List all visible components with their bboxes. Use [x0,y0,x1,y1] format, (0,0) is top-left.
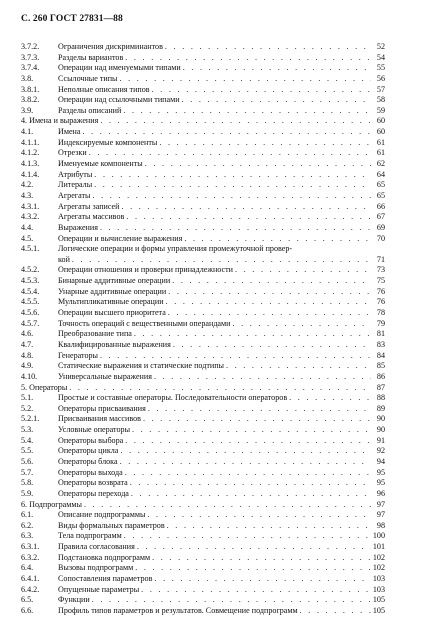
toc-entry-number: 3.7.4. [21,63,40,73]
toc-entry [21,170,385,181]
toc-entry [21,106,385,117]
toc-entry [21,436,385,447]
toc-entry [21,585,385,596]
toc-dot-leader [120,74,372,85]
toc-dot-leader [168,308,371,319]
toc-entry [21,159,385,170]
toc-entry-title: Литералы [58,180,93,190]
toc-entry-title: Операции и вычисление выражения [58,233,183,243]
toc-page-number: 98 [376,520,385,530]
toc-entry-title: Статические выражения и статические подтипы [58,361,224,371]
toc-page-number: 97 [376,499,385,509]
toc-page-number: 59 [376,105,385,115]
toc-entry-number: 5.4. [21,435,34,445]
toc-dot-leader [126,212,371,223]
toc-entry-number: 6.3.2. [21,552,40,562]
toc-dot-leader [135,563,371,574]
toc-page-number: 84 [376,350,385,360]
toc-entry [21,489,385,500]
toc-dot-leader [92,191,371,202]
toc-page-number: 92 [376,446,385,456]
toc-dot-leader [69,383,371,394]
toc-dot-leader [89,148,371,159]
toc-entry-number: 4.1.4. [21,169,40,179]
toc-dot-leader [100,223,371,234]
toc-entry-title: Точность операций с вещественными операндами [58,318,231,328]
toc-entry-number: 4.5.3. [21,276,40,286]
toc-dot-leader [92,595,371,606]
toc-entry-number: 6.1. [21,510,34,520]
toc-page-number: 76 [376,286,385,296]
toc-entry [21,574,385,585]
toc-entry-number: 4.5.2. [21,265,40,275]
toc-entry-number: 4.1.1. [21,137,40,147]
toc-entry [21,393,385,404]
toc-dot-leader [159,138,371,149]
toc-entry-title: Логические операции и формы управления промежуточной провер- [58,244,293,254]
toc-entry-title: Присваивания массивов [58,414,141,424]
toc-entry [21,478,385,489]
toc-dot-leader [94,180,371,191]
toc-page-number: 64 [376,169,385,179]
toc-entry [21,127,385,138]
toc-dot-leader [168,287,371,298]
toc-page-number: 58 [376,95,385,105]
toc-dot-leader [120,446,371,457]
toc-entry-number: 4.8. [21,350,34,360]
toc-page-number: 70 [376,233,385,243]
toc-page-number: 86 [376,371,385,381]
toc-entry-title: Бинарные аддитивные операции [58,276,171,286]
toc-entry-number: 4.10. [21,371,38,381]
toc-entry-title: Операции над именуемыми типами [58,63,181,73]
toc-dot-leader [148,404,371,415]
toc-entry-title: Неполные описания типов [58,84,150,94]
toc-page-number: 52 [376,42,385,51]
toc-entry-title: Подстановка подпрограмм [58,552,151,562]
toc-dot-leader [147,510,371,521]
toc-dot-leader [72,255,371,266]
table-of-contents [21,42,385,617]
toc-entry [21,414,385,425]
toc-entry-number: 5.2.1. [21,414,40,424]
toc-entry-title: Ограничения дискриминантов [58,42,163,51]
toc-entry-title: Операторы выхода [58,467,123,477]
toc-entry-title: Операции высшего приоритета [58,308,166,318]
toc-section-heading: 6. Подпрограммы [21,499,82,509]
toc-entry-title: Разделы вариантов [58,52,124,62]
toc-entry-title: Отрезки [58,148,87,158]
toc-entry-title: Тела подпрограмм [58,531,122,541]
toc-entry [21,202,385,213]
toc-page-number: 61 [376,148,385,158]
toc-entry-number: 4.1.2. [21,148,40,158]
toc-entry-number: 3.8.1. [21,84,40,94]
toc-entry-number: 5.5. [21,446,34,456]
toc-entry [21,138,385,149]
toc-page-number: 83 [376,339,385,349]
toc-entry-number: 4.3. [21,190,34,200]
toc-entry-number: 4.1.3. [21,159,40,169]
toc-dot-leader [289,393,371,404]
toc-entry-title: Атрибуты [58,169,93,179]
toc-dot-leader [82,127,371,138]
toc-entry-title: Агрегаты массивов [58,212,125,222]
toc-dot-leader [152,85,371,96]
toc-entry [21,595,385,606]
toc-page-number: 62 [376,159,385,169]
toc-entry-number: 6.4.2. [21,584,40,594]
toc-entry-number: 3.8.2. [21,95,40,105]
toc-page-number: 87 [376,382,385,392]
toc-entry-number: 4.2. [21,180,34,190]
toc-dot-leader [172,276,371,287]
toc-page-number: 90 [376,414,385,424]
toc-entry-number: 4.3.1. [21,201,40,211]
toc-entry [21,234,385,245]
toc-entry-number: 5.7. [21,467,34,477]
toc-entry [21,425,385,436]
toc-section-heading: 4. Имена и выражения [21,116,99,126]
toc-page-number: 102 [372,563,385,573]
toc-entry [21,468,385,479]
toc-entry-number: 6.6. [21,605,34,615]
toc-dot-leader [124,531,371,542]
toc-entry [21,361,385,372]
toc-page-number: 103 [372,574,385,584]
toc-dot-leader [100,351,371,362]
toc-page-number: 69 [376,222,385,232]
toc-entry [21,85,385,96]
toc-entry-title: Разделы описаний [58,105,122,115]
toc-dot-leader [145,159,371,170]
toc-dot-leader [183,63,371,74]
toc-entry-number: 4.9. [21,361,34,371]
toc-entry [21,521,385,532]
toc-page-number: 56 [376,73,385,83]
toc-dot-leader [232,319,371,330]
toc-entry [21,308,385,319]
toc-entry-number: 4.3.2. [21,212,40,222]
toc-dot-leader [137,542,371,553]
toc-entry [21,180,385,191]
toc-entry-number: 4.5.6. [21,308,40,318]
toc-entry-title: Простые и составные операторы. Последовательности операторов [58,393,288,403]
toc-dot-leader [154,372,371,383]
toc-page-number: 90 [376,425,385,435]
toc-entry [21,287,385,298]
toc-entry [21,553,385,564]
toc-dot-leader [141,585,371,596]
toc-entry [21,340,385,351]
toc-entry-number: 4.5.7. [21,318,40,328]
toc-dot-leader [226,361,371,372]
toc-entry-number: 5.8. [21,478,34,488]
toc-entry-title: Выражения [58,222,98,232]
toc-entry [21,95,385,106]
toc-page-number: 103 [372,584,385,594]
toc-dot-leader [143,414,371,425]
toc-page-number: 54 [376,52,385,62]
toc-dot-leader [184,234,371,245]
toc-entry-number: 4.5.5. [21,297,40,307]
toc-entry [21,223,385,234]
toc-entry-number: 5.9. [21,488,34,498]
toc-entry-number: 4.1. [21,127,34,137]
toc-entry-number: 6.3.1. [21,542,40,552]
toc-entry [21,53,385,64]
toc-entry-title: Квалифицированные выражения [58,339,171,349]
toc-page-number: 88 [376,393,385,403]
toc-dot-leader [154,574,370,585]
toc-page-number: 100 [372,531,385,541]
toc-dot-leader [130,478,371,489]
toc-entry-title: Функции [58,595,90,605]
toc-page-number: 65 [376,190,385,200]
toc-entry-title: Имена [58,127,81,137]
toc-entry-number: 3.7.3. [21,52,40,62]
toc-entry [21,116,385,127]
toc-dot-leader [121,202,371,213]
toc-entry-number: 6.4. [21,563,34,573]
toc-entry [21,42,385,53]
toc-entry-title: Виды формальных параметров [58,520,165,530]
toc-dot-leader [166,297,371,308]
toc-dot-leader [125,436,371,447]
toc-entry [21,446,385,457]
toc-page-number: 101 [372,542,385,552]
toc-page-number: 71 [376,254,385,264]
toc-entry-title: Операторы перехода [58,488,129,498]
toc-entry-title: Агрегаты [58,190,91,200]
toc-dot-leader [100,116,371,127]
toc-dot-leader [123,106,371,117]
toc-entry-number: 4.6. [21,329,34,339]
toc-entry [21,372,385,383]
toc-page-number: 102 [372,552,385,562]
toc-entry-number: 4.5. [21,233,34,243]
toc-entry [21,191,385,202]
toc-dot-leader [165,42,371,53]
toc-entry-title: Операции отношения и проверки принадлежности [58,265,234,275]
toc-entry-number: 5.3. [21,425,34,435]
toc-dot-leader [235,265,371,276]
toc-entry-title: Индексируемые компоненты [58,137,158,147]
toc-page-number: 105 [372,605,385,615]
toc-entry [21,276,385,287]
toc-page-number: 60 [376,127,385,137]
toc-page-number: 96 [376,488,385,498]
toc-dot-leader [94,170,371,181]
toc-dot-leader [167,521,371,532]
toc-entry-title: Сопоставления параметров [58,574,153,584]
toc-entry-number: 3.8. [21,73,34,83]
toc-page-number: 73 [376,265,385,275]
toc-entry [21,606,385,617]
toc-entry-title: Генераторы [58,350,98,360]
toc-entry-title: Ссылочные типы [58,73,118,83]
toc-entry-title: Агрегаты записей [58,201,120,211]
toc-entry [21,265,385,276]
toc-entry-title: Операции над ссылочными типами [58,95,180,105]
toc-entry [21,457,385,468]
toc-entry-title: Унарные аддитивные операции [58,286,167,296]
toc-page-number: 94 [376,456,385,466]
toc-entry-number: 5.1. [21,393,34,403]
toc-entry-title: Вызовы подпрограмм [58,563,134,573]
toc-entry-title: Именуемые компоненты [58,159,143,169]
toc-dot-leader [125,468,371,479]
toc-section-heading: 5. Операторы [21,382,68,392]
toc-entry [21,244,385,255]
toc-entry [21,531,385,542]
toc-entry [21,329,385,340]
toc-entry [21,351,385,362]
toc-entry-title: Операторы цикла [58,446,119,456]
toc-dot-leader [182,95,371,106]
toc-page-number: 81 [376,329,385,339]
toc-entry-title: Операторы возврата [58,478,128,488]
toc-entry-number: 6.5. [21,595,34,605]
toc-entry-number: 4.4. [21,222,34,232]
toc-page-number: 60 [376,116,385,126]
toc-entry-title: Условные операторы [58,425,131,435]
toc-page-number: 97 [376,510,385,520]
toc-dot-leader [173,340,371,351]
toc-entry [21,255,385,266]
toc-entry [21,542,385,553]
toc-entry-title: Преобразование типа [58,329,132,339]
page-header: С. 260 ГОСТ 27831—88 [21,14,123,24]
toc-entry-number: 3.9. [21,105,34,115]
toc-entry-number: 3.7.2. [21,42,40,51]
toc-entry-title: Операторы блока [58,456,118,466]
toc-page-number: 105 [372,595,385,605]
toc-entry-title: Операторы выбора [58,435,124,445]
toc-page-number: 95 [376,478,385,488]
toc-page-number: 91 [376,435,385,445]
toc-entry [21,63,385,74]
toc-dot-leader [132,425,371,436]
toc-entry-title: Правила согласования [58,542,135,552]
toc-page-number: 89 [376,403,385,413]
toc-entry-title: Операторы присваивания [58,403,146,413]
toc-dot-leader [125,53,371,64]
toc-entry [21,404,385,415]
toc-page-number: 67 [376,212,385,222]
toc-entry-title: Описание подпрограммы [58,510,146,520]
toc-entry [21,383,385,394]
toc-entry-title: кой [58,254,70,264]
toc-page-number: 61 [376,137,385,147]
toc-page-number: 78 [376,308,385,318]
toc-page-number: 85 [376,361,385,371]
toc-entry [21,319,385,330]
toc-page-number: 75 [376,276,385,286]
toc-entry-number: 5.6. [21,456,34,466]
toc-dot-leader [152,553,371,564]
toc-entry-number: 4.5.4. [21,286,40,296]
toc-page-number: 79 [376,318,385,328]
toc-entry [21,297,385,308]
toc-entry [21,148,385,159]
toc-entry [21,510,385,521]
toc-entry [21,563,385,574]
toc-page-number: 95 [376,467,385,477]
toc-page-number: 65 [376,180,385,190]
toc-entry-number: 4.7. [21,339,34,349]
toc-dot-leader [300,606,371,617]
toc-entry-title: Профиль типов параметров и результатов. Совмещение подпрограмм [58,605,298,615]
toc-entry-title: Универсальные выражения [58,371,152,381]
toc-dot-leader [134,329,371,340]
toc-dot-leader [84,500,371,511]
toc-dot-leader [131,489,371,500]
toc-entry-number: 4.5.1. [21,244,40,254]
toc-page-number: 55 [376,63,385,73]
toc-page-number: 76 [376,297,385,307]
toc-entry-number: 6.4.1. [21,574,40,584]
toc-dot-leader [120,457,371,468]
toc-entry [21,500,385,511]
toc-entry [21,74,385,85]
toc-page-number: 57 [376,84,385,94]
toc-entry-title: Опущенные параметры [58,584,140,594]
toc-entry-number: 6.3. [21,531,34,541]
toc-entry [21,212,385,223]
toc-entry-number: 5.2. [21,403,34,413]
toc-entry-title: Мультипликативные операции [58,297,164,307]
toc-page-number: 66 [376,201,385,211]
toc-entry-number: 6.2. [21,520,34,530]
